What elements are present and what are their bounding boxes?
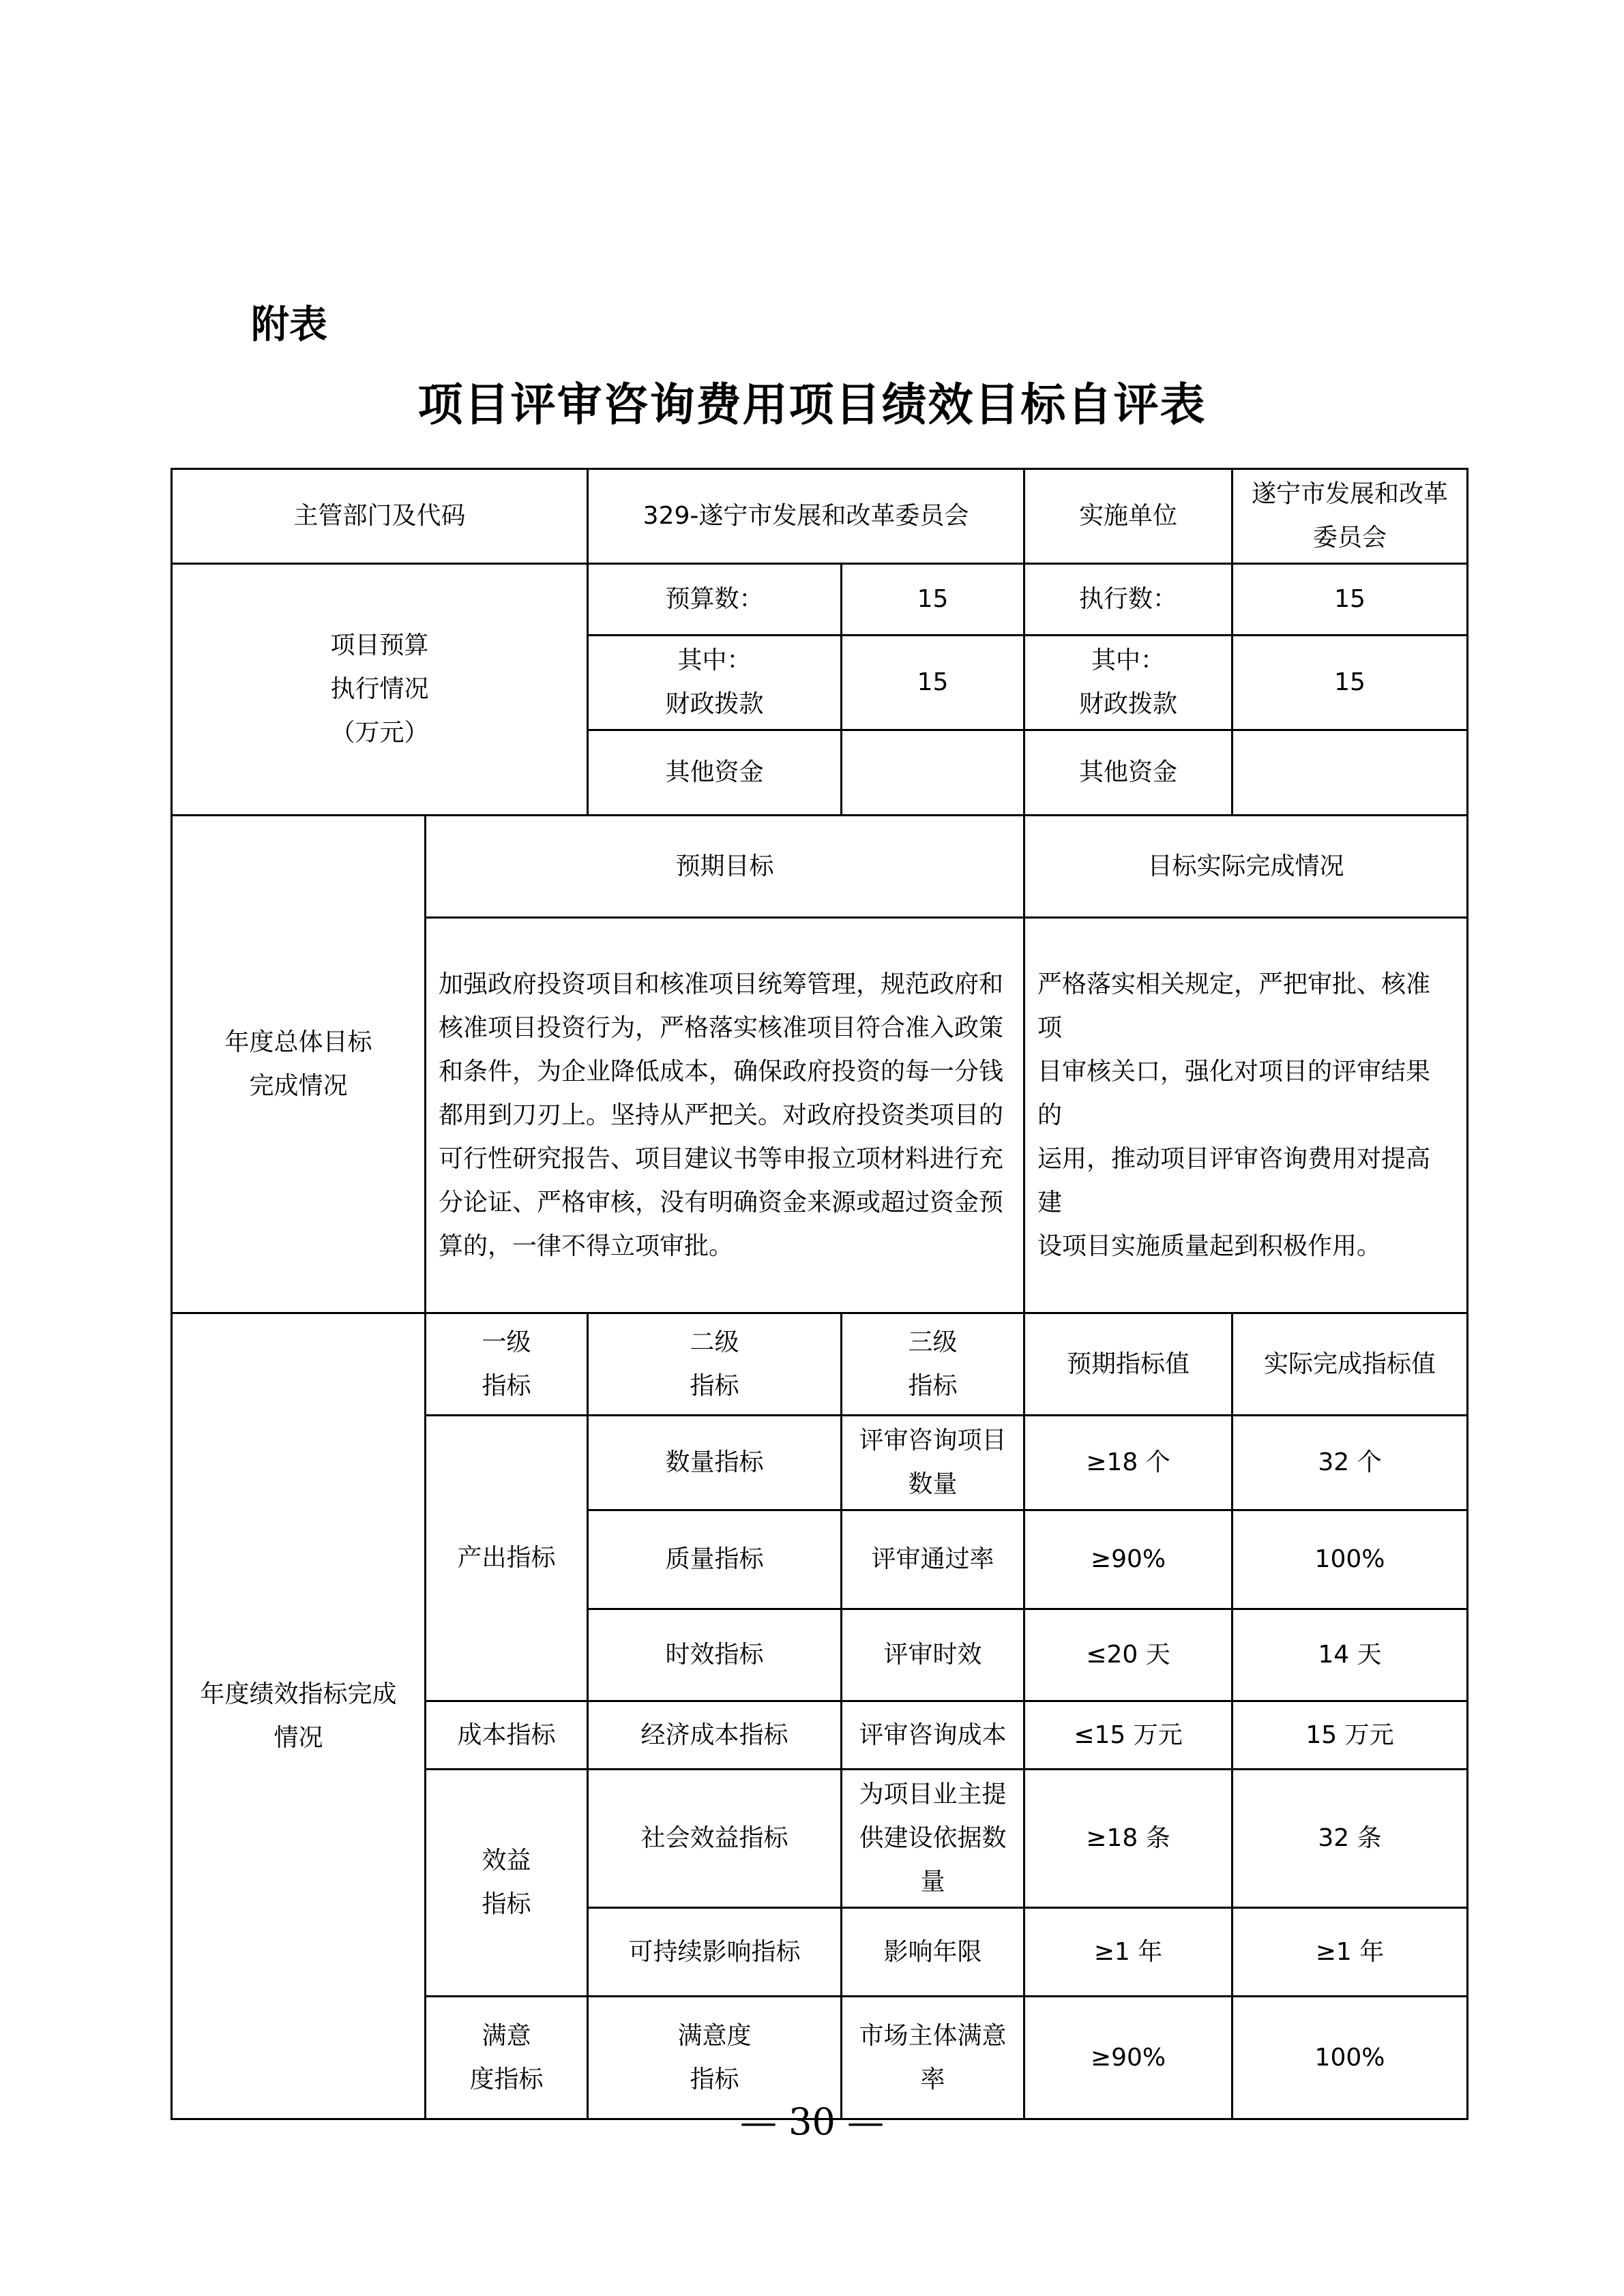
dept-label: 主管部门及代码 <box>172 469 588 564</box>
other-funds-exec <box>1232 730 1468 816</box>
level2-cell: 社会效益指标 <box>588 1770 842 1908</box>
expected-value-cell: ≥90% <box>1024 1997 1232 2119</box>
perf-label-line: 年度绩效指标完成 <box>200 1680 397 1708</box>
expected-value-cell: ≤20 天 <box>1024 1609 1232 1701</box>
actual-goal-text <box>1024 918 1468 1313</box>
expected-goal-header: 预期目标 <box>426 816 1024 918</box>
level3-header <box>842 1313 1024 1416</box>
fiscal-exec-label <box>1024 636 1232 730</box>
expected-goal-line: 核准项目投资行为，严格落实核准项目符合准入政策 <box>439 1013 1004 1042</box>
expected-value-cell: ≤15 万元 <box>1024 1701 1232 1770</box>
level2-cell: 经济成本指标 <box>588 1701 842 1770</box>
level3-cell: 评审通过率 <box>842 1510 1024 1609</box>
level3-line: 数量 <box>908 1470 958 1498</box>
expected-goal-line: 算的，一律不得立项审批。 <box>439 1232 734 1260</box>
level2-cell: 时效指标 <box>588 1609 842 1701</box>
fiscal-label-line: 财政拨款 <box>665 690 764 718</box>
expected-value-header: 预期指标值 <box>1024 1313 1232 1416</box>
level2-cell: 质量指标 <box>588 1510 842 1609</box>
level3-cell: 评审时效 <box>842 1609 1024 1701</box>
actual-value-cell: 100% <box>1232 1997 1468 2119</box>
fiscal-exec-label-line: 财政拨款 <box>1079 690 1178 718</box>
actual-goal-header: 目标实际完成情况 <box>1024 816 1468 918</box>
budget-amount-label: 预算数： <box>588 564 842 636</box>
expected-goal-line: 可行性研究报告、项目建议书等申报立项材料进行充 <box>439 1144 1004 1173</box>
budget-label-line: 项目预算 <box>330 631 429 659</box>
unit-value-line: 委员会 <box>1313 524 1387 552</box>
actual-goal-line: 设项目实施质量起到积极作用。 <box>1037 1232 1382 1260</box>
level2-header <box>588 1313 842 1416</box>
overall-header-row <box>172 816 1468 918</box>
level1-header-line: 指标 <box>482 1371 531 1400</box>
unit-value-line: 遂宁市发展和改革 <box>1252 480 1449 508</box>
appendix-heading: 附表 <box>251 303 327 347</box>
actual-goal-line: 运用，推动项目评审咨询费用对提高建 <box>1037 1144 1431 1217</box>
level3-cell: 评审咨询成本 <box>842 1701 1024 1770</box>
other-funds-label: 其他资金 <box>588 730 842 816</box>
exec-amount-value: 15 <box>1232 564 1468 636</box>
actual-value-cell: 32 个 <box>1232 1416 1468 1510</box>
level3-line: 市场主体满意 <box>859 2021 1007 2050</box>
level3-cell <box>842 1416 1024 1510</box>
fiscal-budget-value: 15 <box>842 636 1024 730</box>
budget-label-line: （万元） <box>330 719 429 747</box>
level2-header-line: 二级 <box>690 1328 739 1356</box>
dept-row <box>172 469 1468 564</box>
actual-value-header: 实际完成指标值 <box>1232 1313 1468 1416</box>
expected-goal-line: 加强政府投资项目和核准项目统筹管理，规范政府和 <box>439 970 1004 998</box>
expected-value-cell: ≥18 条 <box>1024 1770 1232 1908</box>
evaluation-table <box>171 468 1468 2120</box>
expected-goal-text <box>426 918 1024 1313</box>
fiscal-exec-label-line: 其中： <box>1091 646 1166 674</box>
overall-label <box>172 816 426 1313</box>
actual-goal-line: 严格落实相关规定，严把审批、核准项 <box>1037 970 1431 1042</box>
overall-label-line: 完成情况 <box>249 1071 348 1100</box>
satisfaction-label-line: 满意 <box>482 2021 531 2050</box>
level2-line: 满意度 <box>677 2021 752 2050</box>
level3-line: 率 <box>920 2065 945 2093</box>
overall-label-line: 年度总体目标 <box>224 1028 372 1056</box>
cost-indicator-label: 成本指标 <box>426 1701 588 1770</box>
level2-cell: 数量指标 <box>588 1416 842 1510</box>
level3-line: 量 <box>920 1868 945 1896</box>
expected-goal-line: 分论证、严格审核，没有明确资金来源或超过资金预 <box>439 1188 1004 1217</box>
output-indicator-label: 产出指标 <box>426 1416 588 1701</box>
perf-label <box>172 1313 426 2119</box>
actual-value-cell: 32 条 <box>1232 1770 1468 1908</box>
level3-line: 评审咨询项目 <box>859 1427 1007 1455</box>
budget-label <box>172 564 588 816</box>
unit-label: 实施单位 <box>1024 469 1232 564</box>
level2-header-line: 指标 <box>690 1371 739 1400</box>
actual-value-cell: 100% <box>1232 1510 1468 1609</box>
benefit-label-line: 效益 <box>482 1847 531 1875</box>
fiscal-exec-value: 15 <box>1232 636 1468 730</box>
budget-label-line: 执行情况 <box>330 675 429 703</box>
document-title: 项目评审咨询费用项目绩效目标自评表 <box>417 378 1207 431</box>
level1-header <box>426 1313 588 1416</box>
level3-line: 供建设依据数 <box>859 1824 1007 1852</box>
level2-line: 指标 <box>690 2065 739 2093</box>
expected-goal-line: 和条件，为企业降低成本，确保政府投资的每一分钱 <box>439 1057 1004 1086</box>
page-number: — 30 — <box>739 2100 885 2143</box>
other-funds-exec-label: 其他资金 <box>1024 730 1232 816</box>
level2-cell: 可持续影响指标 <box>588 1908 842 1997</box>
perf-label-line: 情况 <box>274 1723 323 1752</box>
benefit-indicator-label <box>426 1770 588 1997</box>
expected-goal-line: 都用到刀刃上。坚持从严把关。对政府投资类项目的 <box>439 1101 1004 1129</box>
actual-value-cell: ≥1 年 <box>1232 1908 1468 1997</box>
level1-header-line: 一级 <box>482 1328 531 1356</box>
budget-amount-value: 15 <box>842 564 1024 636</box>
benefit-label-line: 指标 <box>482 1890 531 1918</box>
actual-goal-line: 目审核关口，强化对项目的评审结果的 <box>1037 1057 1431 1129</box>
indicator-header-row <box>172 1313 1468 1416</box>
level3-header-line: 三级 <box>908 1328 958 1356</box>
actual-value-cell: 14 天 <box>1232 1609 1468 1701</box>
level3-cell: 影响年限 <box>842 1908 1024 1997</box>
budget-row <box>172 564 1468 636</box>
level3-line: 为项目业主提 <box>859 1780 1007 1808</box>
expected-value-cell: ≥18 个 <box>1024 1416 1232 1510</box>
level3-cell <box>842 1770 1024 1908</box>
expected-value-cell: ≥90% <box>1024 1510 1232 1609</box>
exec-amount-label: 执行数： <box>1024 564 1232 636</box>
unit-value <box>1232 469 1468 564</box>
dept-value: 329-遂宁市发展和改革委员会 <box>588 469 1024 564</box>
fiscal-label <box>588 636 842 730</box>
satisfaction-label-line: 度指标 <box>469 2065 544 2093</box>
level3-header-line: 指标 <box>908 1371 958 1400</box>
other-funds-budget <box>842 730 1024 816</box>
fiscal-label-line: 其中： <box>677 646 752 674</box>
actual-value-cell: 15 万元 <box>1232 1701 1468 1770</box>
expected-value-cell: ≥1 年 <box>1024 1908 1232 1997</box>
